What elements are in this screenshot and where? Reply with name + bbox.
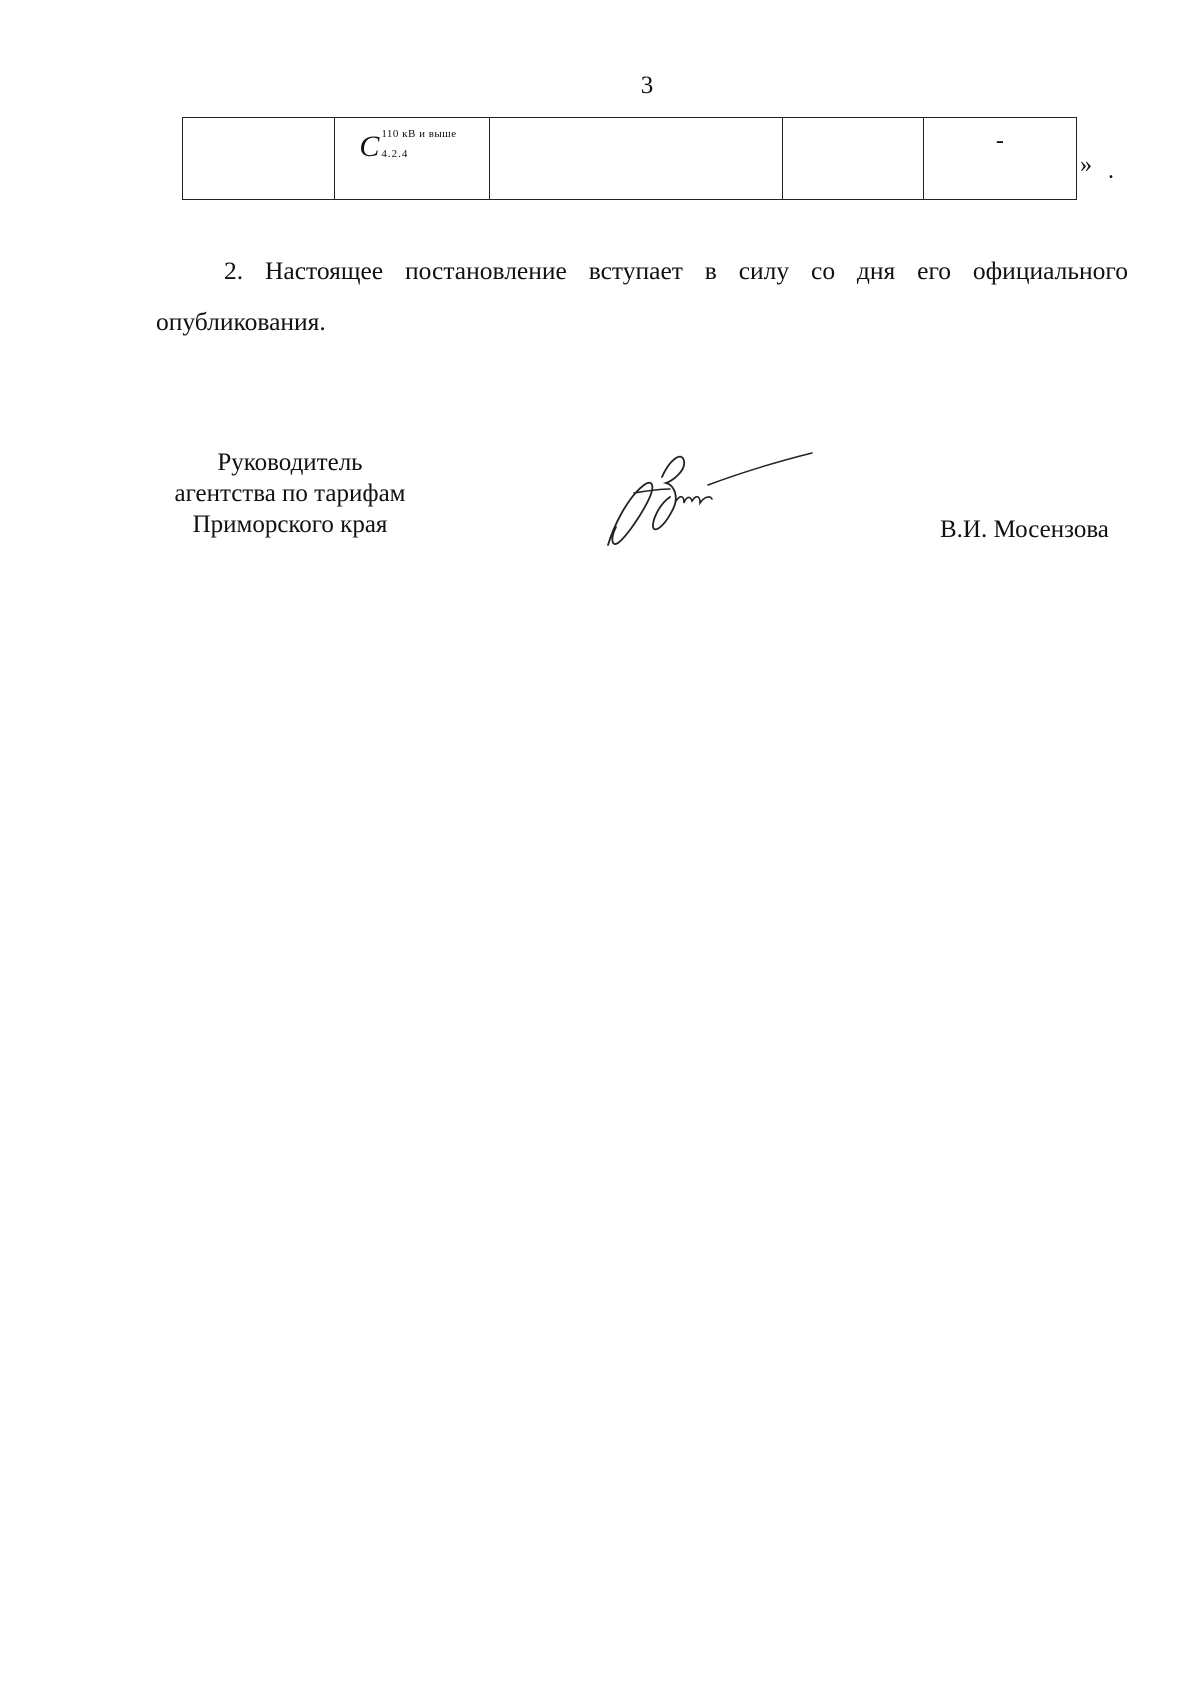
table-cell-4 (783, 118, 923, 200)
tariff-table-fragment (182, 117, 1077, 200)
table-cell-3 (489, 118, 783, 200)
paragraph-2: 2. Настоящее постановление вступает в силу со дня его официального опубликования. (156, 256, 1128, 336)
signer-name: В.И. Мосензова (940, 516, 1109, 543)
signer-title-line-3: Приморского края (192, 511, 388, 538)
table-cell-dash: - (995, 128, 1004, 154)
formula (359, 128, 457, 164)
signer-title (140, 447, 440, 540)
signer-title-line-2: агентства по тарифам (174, 480, 406, 507)
table-cell-value (923, 118, 1076, 200)
closing-period: . (1108, 158, 1114, 184)
table-cell-formula (335, 118, 489, 200)
page-number: 3 (640, 72, 654, 99)
closing-quote: » (1080, 152, 1092, 178)
table-cell-1 (183, 118, 335, 200)
table-row (183, 118, 1077, 200)
formula-subscript: 4.2.4 (381, 148, 409, 160)
handwritten-signature (600, 445, 820, 555)
signer-title-line-1: Руководитель (217, 449, 363, 476)
formula-base: C (359, 130, 380, 163)
formula-superscript: 110 кВ и выше (381, 128, 457, 140)
